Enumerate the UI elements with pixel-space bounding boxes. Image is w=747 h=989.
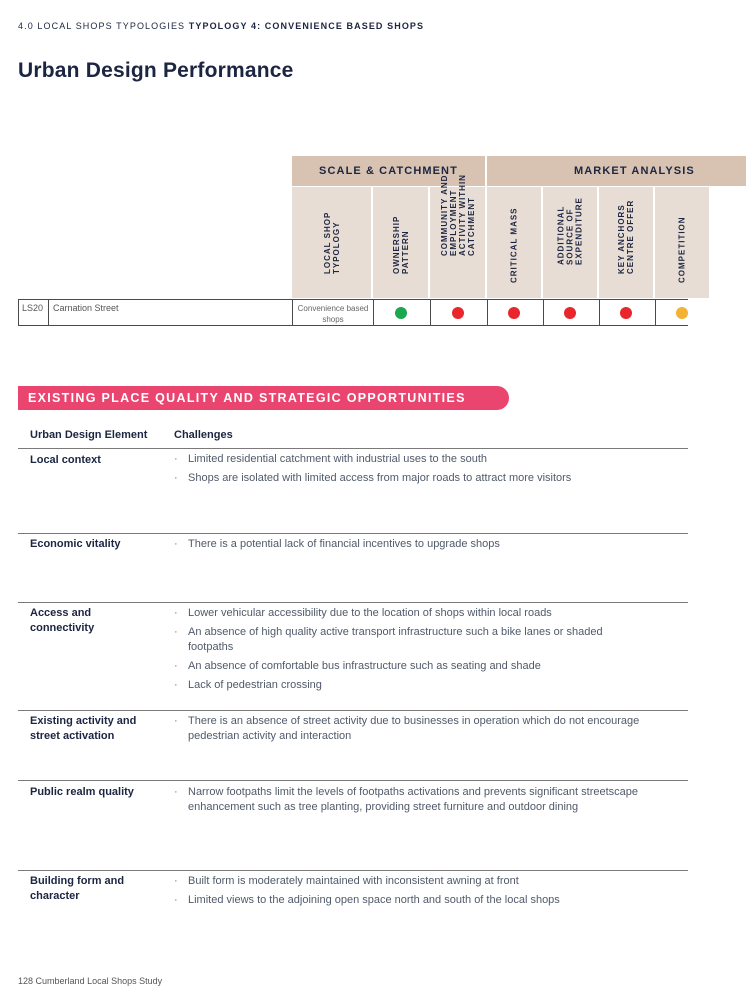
challenge-item — [174, 874, 644, 889]
rating-dot — [676, 307, 688, 319]
challenge-text: Lack of pedestrian crossing — [188, 679, 322, 691]
challenge-text: An absence of high quality active transport infrastructure such a bike lanes or shaded footpaths — [188, 626, 603, 653]
rating-dot — [620, 307, 632, 319]
challenge-text: Lower vehicular accessibility due to the location of shops within local roads — [188, 607, 552, 619]
bullet-icon: · — [174, 894, 178, 906]
breadcrumb-section: 4.0 LOCAL SHOPS TYPOLOGIES — [18, 21, 186, 31]
challenge-text: Limited residential catchment with industrial uses to the south — [188, 453, 487, 465]
page-number: 128 — [18, 976, 34, 986]
page-title: Urban Design Performance — [18, 59, 294, 82]
row-divider — [18, 602, 688, 603]
challenge-text: Limited views to the adjoining open space north and south of the local shops — [188, 894, 560, 906]
rating-dot — [452, 307, 464, 319]
shop-code: LS20 — [22, 303, 44, 313]
bullet-icon: · — [174, 660, 178, 672]
group-header-scale-catchment: SCALE & CATCHMENT — [292, 156, 486, 186]
row-divider — [18, 710, 688, 711]
row-divider — [18, 533, 688, 534]
challenge-item — [174, 452, 644, 467]
column-label: LOCAL SHOP TYPOLOGY — [322, 211, 341, 274]
column-header-typology — [292, 187, 372, 298]
row-divider — [18, 870, 688, 871]
challenge-list — [174, 785, 644, 819]
rating-dot — [508, 307, 520, 319]
column-label: KEY ANCHORS CENTRE OFFER — [617, 199, 635, 274]
challenge-list — [174, 537, 644, 556]
challenge-list — [174, 606, 644, 697]
challenge-text: There is an absence of street activity due to businesses in operation which do not encourage pedestrian activity and interaction — [188, 715, 640, 742]
breadcrumb-subsection: TYPOLOGY 4: CONVENIENCE BASED SHOPS — [188, 21, 425, 31]
column-label: OWNERSHIP PATTERN — [391, 215, 410, 274]
header-urban-design-element: Urban Design Element — [30, 429, 148, 441]
column-header-community — [430, 174, 486, 298]
bullet-icon: · — [174, 607, 178, 619]
document-title: Cumberland Local Shops Study — [35, 976, 163, 986]
bullet-icon: · — [174, 472, 178, 484]
challenge-item — [174, 606, 644, 621]
column-label: ADDITIONAL SOURCE OF EXPENDITURE — [556, 197, 584, 265]
challenge-text: Narrow footpaths limit the levels of footpaths activations and prevents significant streetscape enhancement such as tree planting, providing street furniture and outdoor dining — [188, 786, 639, 813]
bullet-icon: · — [174, 786, 178, 798]
column-header-ownership — [373, 187, 429, 298]
element-label: Economic vitality — [30, 538, 121, 550]
bullet-icon: · — [174, 679, 178, 691]
column-label: CRITICAL MASS — [509, 207, 519, 283]
challenge-list — [174, 714, 644, 748]
challenge-item — [174, 785, 644, 815]
challenge-item — [174, 537, 644, 552]
challenge-text: An absence of comfortable bus infrastructure such as seating and shade — [188, 660, 541, 672]
challenge-item — [174, 893, 644, 908]
challenge-text: Shops are isolated with limited access from major roads to attract more visitors — [188, 472, 572, 484]
column-label: COMPETITION — [677, 216, 687, 283]
element-label: Local context — [30, 454, 101, 466]
rating-dot — [564, 307, 576, 319]
cell-divider — [292, 299, 293, 326]
challenge-item — [174, 678, 644, 693]
element-label: Access and connectivity — [30, 607, 95, 634]
cell-divider — [543, 299, 544, 326]
rating-dot — [395, 307, 407, 319]
challenge-item — [174, 714, 644, 744]
section-banner: EXISTING PLACE QUALITY AND STRATEGIC OPPORTUNITIES — [18, 386, 509, 410]
cell-divider — [655, 299, 656, 326]
column-header-expenditure — [543, 187, 598, 298]
cell-divider — [373, 299, 374, 326]
element-label: Existing activity and street activation — [30, 715, 137, 742]
shop-typology: Convenience based shops — [297, 304, 369, 324]
bullet-icon: · — [174, 875, 178, 887]
cell-divider — [18, 299, 19, 326]
bullet-icon: · — [174, 715, 178, 727]
table-header-divider — [18, 448, 688, 449]
column-header-key-anchors — [599, 187, 654, 298]
element-label: Building form and character — [30, 875, 125, 902]
challenge-list — [174, 452, 644, 490]
header-challenges: Challenges — [174, 429, 233, 441]
group-header-market-analysis: MARKET ANALYSIS — [487, 156, 747, 186]
shop-name: Carnation Street — [53, 303, 119, 313]
challenge-text: There is a potential lack of financial incentives to upgrade shops — [188, 538, 500, 550]
page-footer — [18, 976, 162, 986]
row-divider — [18, 780, 688, 781]
column-label: COMMUNITY AND EMPLOYMENT ACTIVITY WITHIN CATCHMENT — [439, 174, 476, 256]
bullet-icon: · — [174, 453, 178, 465]
bullet-icon: · — [174, 626, 178, 638]
challenge-item — [174, 471, 644, 486]
challenge-list — [174, 874, 644, 912]
cell-divider — [430, 299, 431, 326]
performance-table — [0, 0, 695, 340]
challenge-item — [174, 625, 644, 655]
challenge-text: Built form is moderately maintained with inconsistent awning at front — [188, 875, 519, 887]
element-label: Public realm quality — [30, 786, 134, 798]
cell-divider — [599, 299, 600, 326]
cell-divider — [48, 299, 49, 326]
bullet-icon: · — [174, 538, 178, 550]
challenge-item — [174, 659, 644, 674]
cell-divider — [487, 299, 488, 326]
column-header-competition — [655, 187, 710, 298]
column-header-critical-mass — [487, 187, 542, 298]
